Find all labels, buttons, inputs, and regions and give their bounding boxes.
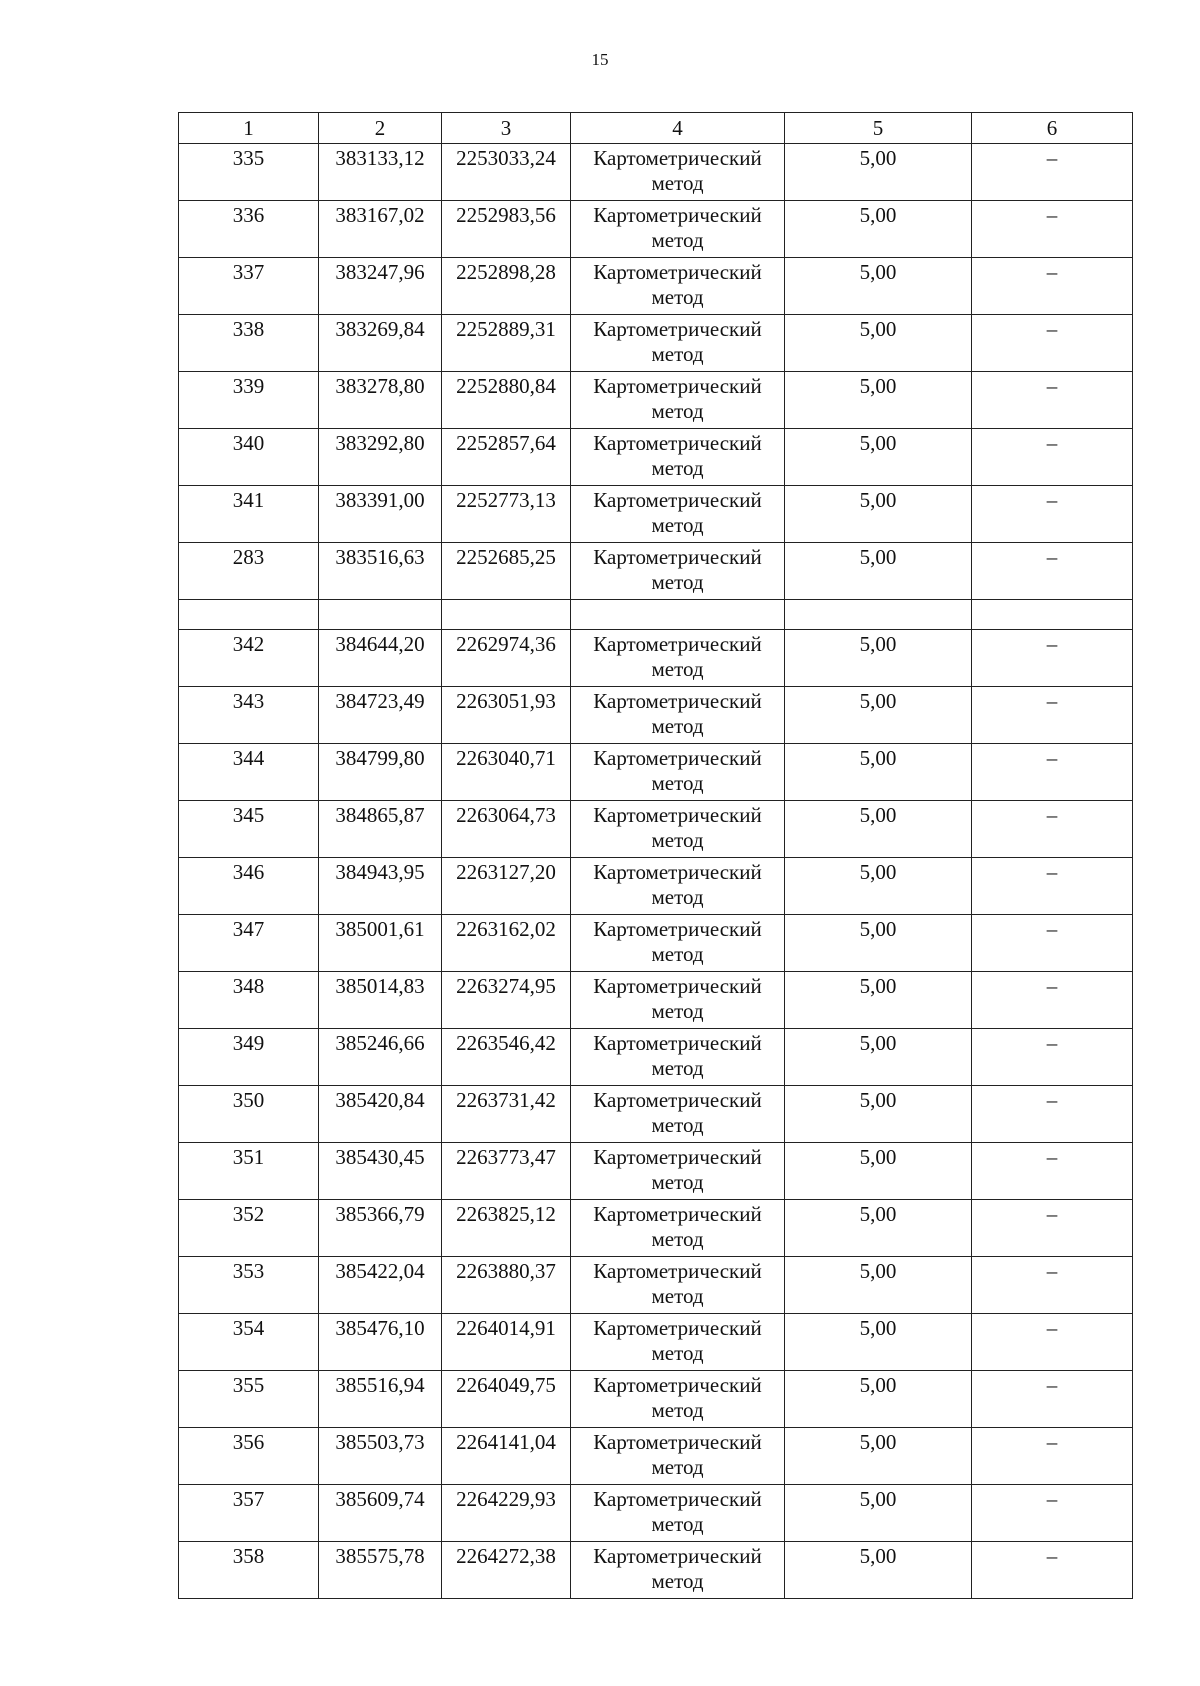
- method-line-1: Картометрический: [593, 374, 762, 398]
- table-row: [179, 687, 1133, 744]
- column-header-5: 5: [785, 113, 972, 144]
- method-line-2: метод: [651, 714, 704, 738]
- method-line-1: Картометрический: [593, 1088, 762, 1112]
- empty-cell: [442, 600, 571, 630]
- accuracy-cell: 5,00: [785, 1029, 972, 1086]
- method-line-1: Картометрический: [593, 974, 762, 998]
- table-row: [179, 1485, 1133, 1542]
- method-line-1: Картометрический: [593, 431, 762, 455]
- point-number-cell: 358: [179, 1542, 319, 1599]
- method-line-2: метод: [651, 1569, 704, 1593]
- note-cell: –: [972, 429, 1133, 486]
- point-number-cell: 344: [179, 744, 319, 801]
- method-line-2: метод: [651, 228, 704, 252]
- y-coordinate-cell: 2263880,37: [442, 1257, 571, 1314]
- table-row: [179, 144, 1133, 201]
- accuracy-cell: 5,00: [785, 372, 972, 429]
- method-line-1: Картометрический: [593, 488, 762, 512]
- x-coordinate-cell: 384723,49: [319, 687, 442, 744]
- table-row: [179, 744, 1133, 801]
- method-cell: [571, 1143, 785, 1200]
- y-coordinate-cell: 2264049,75: [442, 1371, 571, 1428]
- table-row: [179, 915, 1133, 972]
- point-number-cell: 283: [179, 543, 319, 600]
- accuracy-cell: 5,00: [785, 201, 972, 258]
- method-cell: [571, 486, 785, 543]
- method-line-2: метод: [651, 399, 704, 423]
- y-coordinate-cell: 2263274,95: [442, 972, 571, 1029]
- table-row: [179, 543, 1133, 600]
- method-line-2: метод: [651, 1512, 704, 1536]
- method-line-2: метод: [651, 1113, 704, 1137]
- point-number-cell: 348: [179, 972, 319, 1029]
- table-row: [179, 429, 1133, 486]
- method-cell: [571, 1200, 785, 1257]
- method-cell: [571, 429, 785, 486]
- table-row: [179, 315, 1133, 372]
- x-coordinate-cell: 383278,80: [319, 372, 442, 429]
- method-line-1: Картометрический: [593, 317, 762, 341]
- method-line-1: Картометрический: [593, 146, 762, 170]
- method-line-1: Картометрический: [593, 1031, 762, 1055]
- accuracy-cell: 5,00: [785, 144, 972, 201]
- method-line-1: Картометрический: [593, 1373, 762, 1397]
- table-row: [179, 486, 1133, 543]
- x-coordinate-cell: 383516,63: [319, 543, 442, 600]
- x-coordinate-cell: 385246,66: [319, 1029, 442, 1086]
- table-row: [179, 372, 1133, 429]
- x-coordinate-cell: 383269,84: [319, 315, 442, 372]
- point-number-cell: 345: [179, 801, 319, 858]
- table-row: [179, 1086, 1133, 1143]
- point-number-cell: 337: [179, 258, 319, 315]
- table-row: [179, 258, 1133, 315]
- y-coordinate-cell: 2264229,93: [442, 1485, 571, 1542]
- method-line-2: метод: [651, 657, 704, 681]
- accuracy-cell: 5,00: [785, 915, 972, 972]
- method-cell: [571, 144, 785, 201]
- point-number-cell: 338: [179, 315, 319, 372]
- note-cell: –: [972, 372, 1133, 429]
- table-row: [179, 1542, 1133, 1599]
- note-cell: –: [972, 258, 1133, 315]
- y-coordinate-cell: 2252889,31: [442, 315, 571, 372]
- method-line-2: метод: [651, 942, 704, 966]
- y-coordinate-cell: 2252857,64: [442, 429, 571, 486]
- point-number-cell: 342: [179, 630, 319, 687]
- note-cell: –: [972, 687, 1133, 744]
- method-line-1: Картометрический: [593, 1259, 762, 1283]
- y-coordinate-cell: 2252685,25: [442, 543, 571, 600]
- y-coordinate-cell: 2253033,24: [442, 144, 571, 201]
- method-line-2: метод: [651, 1341, 704, 1365]
- accuracy-cell: 5,00: [785, 744, 972, 801]
- point-number-cell: 357: [179, 1485, 319, 1542]
- method-cell: [571, 1257, 785, 1314]
- accuracy-cell: 5,00: [785, 1200, 972, 1257]
- y-coordinate-cell: 2263040,71: [442, 744, 571, 801]
- x-coordinate-cell: 383247,96: [319, 258, 442, 315]
- note-cell: –: [972, 1257, 1133, 1314]
- point-number-cell: 335: [179, 144, 319, 201]
- accuracy-cell: 5,00: [785, 1371, 972, 1428]
- y-coordinate-cell: 2262974,36: [442, 630, 571, 687]
- x-coordinate-cell: 384799,80: [319, 744, 442, 801]
- table-row: [179, 1143, 1133, 1200]
- note-cell: –: [972, 1200, 1133, 1257]
- method-line-2: метод: [651, 828, 704, 852]
- note-cell: –: [972, 1029, 1133, 1086]
- y-coordinate-cell: 2263546,42: [442, 1029, 571, 1086]
- note-cell: –: [972, 1542, 1133, 1599]
- method-line-2: метод: [651, 1398, 704, 1422]
- accuracy-cell: 5,00: [785, 315, 972, 372]
- method-cell: [571, 372, 785, 429]
- method-cell: [571, 915, 785, 972]
- y-coordinate-cell: 2263825,12: [442, 1200, 571, 1257]
- accuracy-cell: 5,00: [785, 486, 972, 543]
- x-coordinate-cell: 385503,73: [319, 1428, 442, 1485]
- method-line-1: Картометрический: [593, 1202, 762, 1226]
- point-number-cell: 346: [179, 858, 319, 915]
- method-line-2: метод: [651, 570, 704, 594]
- method-cell: [571, 315, 785, 372]
- accuracy-cell: 5,00: [785, 543, 972, 600]
- column-header-6: 6: [972, 113, 1133, 144]
- x-coordinate-cell: 385422,04: [319, 1257, 442, 1314]
- method-cell: [571, 972, 785, 1029]
- point-number-cell: 349: [179, 1029, 319, 1086]
- method-line-2: метод: [651, 885, 704, 909]
- note-cell: –: [972, 801, 1133, 858]
- y-coordinate-cell: 2252880,84: [442, 372, 571, 429]
- x-coordinate-cell: 383391,00: [319, 486, 442, 543]
- method-line-1: Картометрический: [593, 917, 762, 941]
- y-coordinate-cell: 2263773,47: [442, 1143, 571, 1200]
- x-coordinate-cell: 385366,79: [319, 1200, 442, 1257]
- method-line-2: метод: [651, 1455, 704, 1479]
- accuracy-cell: 5,00: [785, 687, 972, 744]
- note-cell: –: [972, 1314, 1133, 1371]
- y-coordinate-cell: 2263127,20: [442, 858, 571, 915]
- column-header-1: 1: [179, 113, 319, 144]
- empty-cell: [179, 600, 319, 630]
- empty-cell: [972, 600, 1133, 630]
- y-coordinate-cell: 2263051,93: [442, 687, 571, 744]
- accuracy-cell: 5,00: [785, 1314, 972, 1371]
- method-line-2: метод: [651, 1284, 704, 1308]
- table-row: [179, 1200, 1133, 1257]
- method-line-1: Картометрический: [593, 260, 762, 284]
- point-number-cell: 336: [179, 201, 319, 258]
- x-coordinate-cell: 384943,95: [319, 858, 442, 915]
- accuracy-cell: 5,00: [785, 858, 972, 915]
- point-number-cell: 354: [179, 1314, 319, 1371]
- column-header-2: 2: [319, 113, 442, 144]
- method-line-2: метод: [651, 456, 704, 480]
- table-row: [179, 1371, 1133, 1428]
- point-number-cell: 356: [179, 1428, 319, 1485]
- method-line-2: метод: [651, 1056, 704, 1080]
- point-number-cell: 351: [179, 1143, 319, 1200]
- y-coordinate-cell: 2263731,42: [442, 1086, 571, 1143]
- x-coordinate-cell: 385609,74: [319, 1485, 442, 1542]
- x-coordinate-cell: 385014,83: [319, 972, 442, 1029]
- method-line-1: Картометрический: [593, 1487, 762, 1511]
- accuracy-cell: 5,00: [785, 1257, 972, 1314]
- empty-cell: [571, 600, 785, 630]
- table-row: [179, 1029, 1133, 1086]
- method-cell: [571, 744, 785, 801]
- y-coordinate-cell: 2252773,13: [442, 486, 571, 543]
- method-cell: [571, 1485, 785, 1542]
- point-number-cell: 352: [179, 1200, 319, 1257]
- method-cell: [571, 1428, 785, 1485]
- point-number-cell: 340: [179, 429, 319, 486]
- note-cell: –: [972, 1143, 1133, 1200]
- note-cell: –: [972, 915, 1133, 972]
- empty-cell: [785, 600, 972, 630]
- accuracy-cell: 5,00: [785, 1143, 972, 1200]
- y-coordinate-cell: 2252983,56: [442, 201, 571, 258]
- method-cell: [571, 687, 785, 744]
- method-line-1: Картометрический: [593, 545, 762, 569]
- method-line-2: метод: [651, 1227, 704, 1251]
- point-number-cell: 353: [179, 1257, 319, 1314]
- table-body: [179, 144, 1133, 1599]
- x-coordinate-cell: 383167,02: [319, 201, 442, 258]
- method-line-2: метод: [651, 285, 704, 309]
- method-line-1: Картометрический: [593, 689, 762, 713]
- x-coordinate-cell: 385420,84: [319, 1086, 442, 1143]
- y-coordinate-cell: 2264272,38: [442, 1542, 571, 1599]
- table-row: [179, 858, 1133, 915]
- method-cell: [571, 1086, 785, 1143]
- accuracy-cell: 5,00: [785, 429, 972, 486]
- accuracy-cell: 5,00: [785, 801, 972, 858]
- method-line-1: Картометрический: [593, 860, 762, 884]
- method-cell: [571, 1029, 785, 1086]
- point-number-cell: 339: [179, 372, 319, 429]
- table-row: [179, 201, 1133, 258]
- table-row: [179, 801, 1133, 858]
- page-number: 15: [591, 50, 609, 69]
- method-cell: [571, 258, 785, 315]
- accuracy-cell: 5,00: [785, 630, 972, 687]
- x-coordinate-cell: 385001,61: [319, 915, 442, 972]
- note-cell: –: [972, 630, 1133, 687]
- x-coordinate-cell: 384644,20: [319, 630, 442, 687]
- table-row: [179, 630, 1133, 687]
- method-line-1: Картометрический: [593, 632, 762, 656]
- method-line-1: Картометрический: [593, 1430, 762, 1454]
- column-header-4: 4: [571, 113, 785, 144]
- x-coordinate-cell: 385430,45: [319, 1143, 442, 1200]
- accuracy-cell: 5,00: [785, 1428, 972, 1485]
- table-header: [179, 113, 1133, 144]
- y-coordinate-cell: 2252898,28: [442, 258, 571, 315]
- method-cell: [571, 801, 785, 858]
- x-coordinate-cell: 385575,78: [319, 1542, 442, 1599]
- method-cell: [571, 1314, 785, 1371]
- x-coordinate-cell: 385516,94: [319, 1371, 442, 1428]
- method-line-1: Картометрический: [593, 746, 762, 770]
- accuracy-cell: 5,00: [785, 972, 972, 1029]
- accuracy-cell: 5,00: [785, 1485, 972, 1542]
- method-line-1: Картометрический: [593, 803, 762, 827]
- point-number-cell: 355: [179, 1371, 319, 1428]
- table-row: [179, 1428, 1133, 1485]
- method-line-2: метод: [651, 171, 704, 195]
- method-line-2: метод: [651, 999, 704, 1023]
- note-cell: –: [972, 1086, 1133, 1143]
- note-cell: –: [972, 1428, 1133, 1485]
- method-line-1: Картометрический: [593, 1544, 762, 1568]
- x-coordinate-cell: 383292,80: [319, 429, 442, 486]
- point-number-cell: 347: [179, 915, 319, 972]
- table-spacer-row: [179, 600, 1133, 630]
- method-line-2: метод: [651, 771, 704, 795]
- coordinates-table: [178, 112, 1133, 1599]
- point-number-cell: 350: [179, 1086, 319, 1143]
- header-row: [179, 113, 1133, 144]
- y-coordinate-cell: 2263162,02: [442, 915, 571, 972]
- method-line-1: Картометрический: [593, 1316, 762, 1340]
- note-cell: –: [972, 1485, 1133, 1542]
- method-cell: [571, 1542, 785, 1599]
- note-cell: –: [972, 201, 1133, 258]
- method-line-1: Картометрический: [593, 203, 762, 227]
- method-line-2: метод: [651, 513, 704, 537]
- method-cell: [571, 858, 785, 915]
- accuracy-cell: 5,00: [785, 1086, 972, 1143]
- table-row: [179, 972, 1133, 1029]
- x-coordinate-cell: 383133,12: [319, 144, 442, 201]
- x-coordinate-cell: 385476,10: [319, 1314, 442, 1371]
- empty-cell: [319, 600, 442, 630]
- note-cell: –: [972, 543, 1133, 600]
- method-cell: [571, 543, 785, 600]
- method-line-1: Картометрический: [593, 1145, 762, 1169]
- point-number-cell: 343: [179, 687, 319, 744]
- column-header-3: 3: [442, 113, 571, 144]
- y-coordinate-cell: 2264141,04: [442, 1428, 571, 1485]
- method-cell: [571, 1371, 785, 1428]
- method-cell: [571, 630, 785, 687]
- accuracy-cell: 5,00: [785, 1542, 972, 1599]
- note-cell: –: [972, 1371, 1133, 1428]
- note-cell: –: [972, 858, 1133, 915]
- y-coordinate-cell: 2264014,91: [442, 1314, 571, 1371]
- method-cell: [571, 201, 785, 258]
- method-line-2: метод: [651, 1170, 704, 1194]
- table-row: [179, 1314, 1133, 1371]
- table-row: [179, 1257, 1133, 1314]
- x-coordinate-cell: 384865,87: [319, 801, 442, 858]
- note-cell: –: [972, 144, 1133, 201]
- accuracy-cell: 5,00: [785, 258, 972, 315]
- note-cell: –: [972, 744, 1133, 801]
- y-coordinate-cell: 2263064,73: [442, 801, 571, 858]
- note-cell: –: [972, 486, 1133, 543]
- point-number-cell: 341: [179, 486, 319, 543]
- note-cell: –: [972, 972, 1133, 1029]
- method-line-2: метод: [651, 342, 704, 366]
- note-cell: –: [972, 315, 1133, 372]
